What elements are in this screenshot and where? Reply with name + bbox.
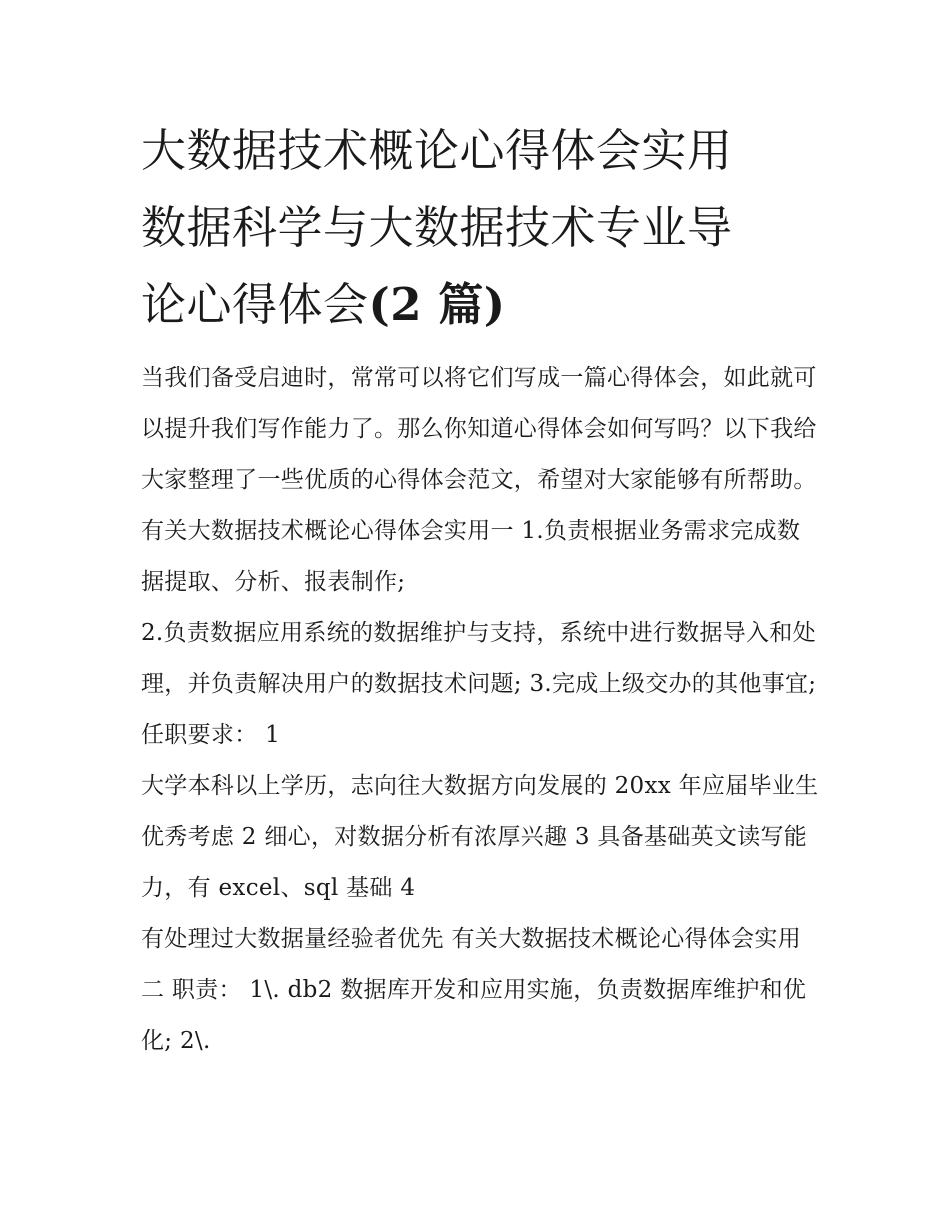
document-title — [141, 112, 821, 343]
paragraph-item-4: 有处理过大数据量经验者优先 有关大数据技术概论心得体会实用二 职责： 1\. db2 数据库开发和应用实施，负责数据库维护和优化; 2\. — [141, 926, 807, 1054]
paragraph-item-3: 大学本科以上学历，志向往大数据方向发展的 20xx 年应届毕业生优秀考虑 2 细心，对数据分析有浓厚兴趣 3 具备基础英文读写能力，有 excel、sql 基础 4 — [141, 773, 819, 901]
title-line-1: 大数据技术概论心得体会实用 — [141, 124, 733, 177]
title-line-3: 论心得体会 — [141, 278, 369, 331]
paragraph-intro: 当我们备受启迪时，常常可以将它们写成一篇心得体会，如此就可以提升我们写作能力了。那么你知道心得体会如何写吗？以下我给大家整理了一些优质的心得体会范文，希望对大家能够有所帮助。 — [141, 365, 817, 493]
document-page — [141, 112, 821, 1067]
paragraph-item-1: 有关大数据技术概论心得体会实用一 1.负责根据业务需求完成数据提取、分析、报表制作; — [141, 518, 801, 595]
title-count: (2 篇) — [368, 278, 506, 331]
title-line-2: 数据科学与大数据技术专业导 — [141, 201, 733, 254]
paragraph-item-2: 2.负责数据应用系统的数据维护与支持，系统中进行数据导入和处理，并负责解决用户的数据技术问题; 3.完成上级交办的其他事宜; 任职要求： 1 — [141, 620, 817, 748]
